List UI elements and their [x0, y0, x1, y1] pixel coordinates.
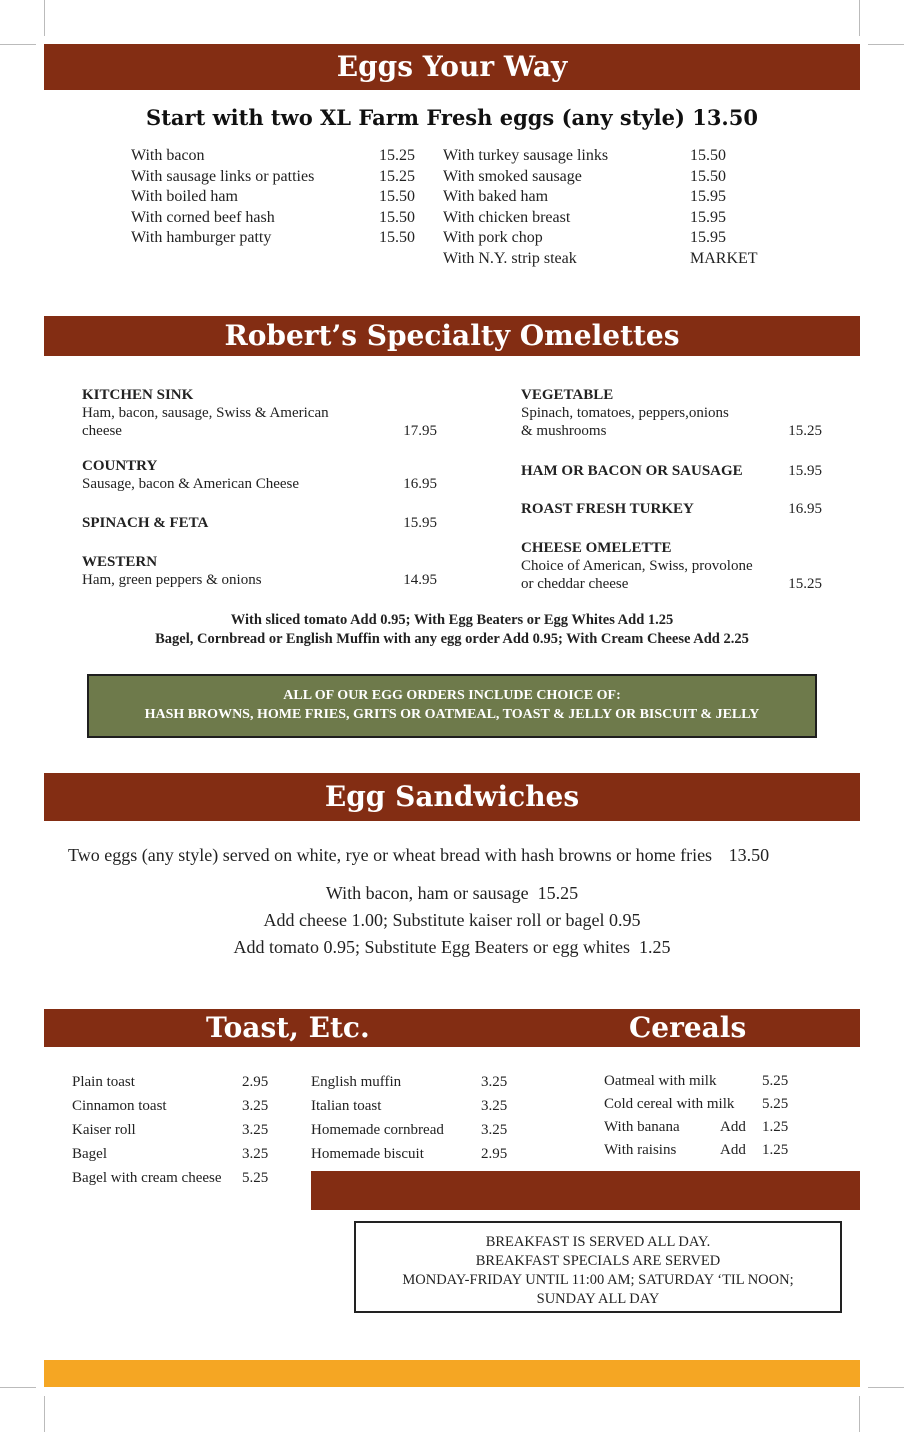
crop-mark: [0, 1387, 36, 1388]
include-box-line: ALL OF OUR EGG ORDERS INCLUDE CHOICE OF:: [283, 688, 621, 703]
egg-sandwich-main: [68, 843, 868, 867]
cereal-list: [604, 1070, 804, 1162]
menu-item-name: With corned beef hash: [131, 208, 275, 226]
menu-item-name: With raisins: [604, 1142, 677, 1158]
crop-mark: [44, 0, 45, 36]
menu-item: [443, 228, 773, 249]
breakfast-notice-box: [354, 1221, 842, 1313]
egg-sandwich-price: 13.50: [728, 845, 770, 865]
menu-item-name: Cold cereal with milk: [604, 1096, 735, 1112]
menu-item-price: 15.25: [379, 147, 415, 164]
omelette-desc: & mushrooms: [521, 423, 607, 439]
egg-sandwich-option: Add cheese 1.00; Substitute kaiser roll or bagel 0.95: [263, 910, 641, 930]
egg-sandwich-desc: Two eggs (any style) served on white, rye or wheat bread with hash browns or home fries: [68, 845, 713, 865]
menu-item-price: MARKET: [690, 249, 758, 267]
omelette-item: [521, 500, 822, 518]
menu-item-price: 15.95: [690, 229, 726, 247]
menu-item-price: 2.95: [242, 1074, 269, 1090]
menu-item: [443, 146, 773, 167]
menu-item-price: 15.95: [690, 208, 726, 226]
notice-line: BREAKFAST SPECIALS ARE SERVED: [475, 1253, 721, 1269]
menu-item: [131, 146, 421, 167]
brown-bar: [311, 1171, 860, 1210]
menu-item-price: 3.25: [242, 1122, 269, 1138]
omelette-name: KITCHEN SINK: [82, 387, 194, 403]
omelette-price: 15.25: [788, 576, 822, 592]
menu-item-add: [720, 1093, 762, 1116]
menu-item-price: 2.95: [481, 1146, 508, 1162]
menu-item-name: With chicken breast: [443, 208, 571, 226]
omelette-desc: Sausage, bacon & American Cheese: [82, 476, 300, 492]
eggs-right-list: [443, 146, 773, 270]
toast-list-2: [311, 1070, 521, 1166]
menu-item-name: Bagel with cream cheese: [72, 1170, 222, 1186]
menu-item-name: Oatmeal with milk: [604, 1073, 717, 1089]
menu-item-name: With pork chop: [443, 229, 543, 247]
egg-sandwiches-title: Egg Sandwiches: [324, 780, 580, 813]
menu-item-name: With hamburger patty: [131, 229, 272, 247]
menu-item: [72, 1166, 282, 1190]
menu-item-name: English muffin: [311, 1074, 402, 1090]
menu-item-price: 3.25: [481, 1122, 508, 1138]
omelette-name: VEGETABLE: [521, 387, 614, 403]
omelette-price: 16.95: [403, 476, 437, 492]
menu-item-name: Plain toast: [72, 1074, 135, 1090]
notice-line: BREAKFAST IS SERVED ALL DAY.: [485, 1234, 711, 1250]
omelette-item: [521, 539, 822, 593]
omelette-name: WESTERN: [82, 554, 158, 570]
menu-item-price: 5.25: [762, 1073, 789, 1089]
menu-item-name: Cinnamon toast: [72, 1098, 167, 1114]
menu-item: [604, 1116, 804, 1139]
menu-item-price: 15.50: [379, 208, 415, 226]
menu-item-price: 3.25: [242, 1098, 269, 1114]
omelette-item: [82, 553, 437, 589]
menu-item: [131, 208, 421, 229]
menu-item: [604, 1093, 804, 1116]
menu-item-name: Kaiser roll: [72, 1122, 136, 1138]
menu-item: [604, 1139, 804, 1162]
menu-item: [443, 249, 773, 270]
menu-item: [72, 1094, 282, 1118]
egg-orders-include-box: [87, 674, 817, 738]
crop-mark: [859, 1396, 860, 1432]
omelette-desc: cheese: [82, 423, 122, 439]
menu-item-price: 3.25: [242, 1146, 269, 1162]
omelette-name: ROAST FRESH TURKEY: [521, 501, 694, 517]
menu-item-name: With banana: [604, 1119, 680, 1135]
cereals-title: Cereals: [629, 1011, 747, 1044]
menu-item: [311, 1142, 521, 1166]
omelette-name: COUNTRY: [82, 458, 158, 474]
crop-mark: [859, 0, 860, 36]
toast-title: Toast, Etc.: [206, 1011, 370, 1044]
toast-cereals-header: [44, 1009, 860, 1047]
crop-mark: [0, 44, 36, 45]
menu-item-price: 15.50: [690, 147, 726, 164]
menu-item: [311, 1070, 521, 1094]
omelettes-title: Robert’s Specialty Omelettes: [224, 319, 680, 352]
menu-item-price: 3.25: [481, 1098, 508, 1114]
menu-item-name: Italian toast: [311, 1098, 382, 1114]
omelette-item: [82, 386, 437, 440]
omelette-item: [521, 462, 822, 480]
omelette-note: Bagel, Cornbread or English Muffin with any egg order Add 0.95; With Cream Cheese Add 2.25: [155, 631, 749, 647]
omelette-name: SPINACH & FETA: [82, 515, 209, 531]
menu-item-add: Add: [720, 1142, 746, 1158]
menu-item-price: 15.50: [379, 229, 415, 247]
eggs-your-way-header: [44, 44, 860, 90]
eggs-left-list: [131, 146, 421, 249]
omelettes-header: [44, 316, 860, 356]
menu-item-price: 15.50: [379, 188, 415, 206]
menu-item: [443, 167, 773, 188]
menu-item-add: [720, 1070, 762, 1093]
omelette-desc: Spinach, tomatoes, peppers,onions: [521, 405, 729, 421]
omelette-item: [82, 457, 437, 493]
omelette-price: 17.95: [403, 423, 437, 439]
menu-item: [311, 1094, 521, 1118]
menu-item-name: With baked ham: [443, 188, 549, 206]
omelette-name: CHEESE OMELETTE: [521, 540, 672, 556]
menu-item: [311, 1118, 521, 1142]
menu-item: [131, 187, 421, 208]
omelette-desc: Choice of American, Swiss, provolone: [521, 558, 753, 574]
menu-item: [72, 1118, 282, 1142]
menu-item: [443, 187, 773, 208]
menu-item-price: 1.25: [762, 1142, 789, 1158]
omelette-desc: or cheddar cheese: [521, 576, 629, 592]
omelette-desc: Ham, green peppers & onions: [82, 572, 262, 588]
omelette-item: [521, 386, 822, 440]
omelette-name: HAM OR BACON OR SAUSAGE: [521, 463, 743, 479]
include-box-line: HASH BROWNS, HOME FRIES, GRITS OR OATMEAL, TOAST & JELLY OR BISCUIT & JELLY: [144, 707, 760, 722]
menu-item-name: With bacon: [131, 147, 205, 164]
omelette-price: 16.95: [788, 501, 822, 517]
notice-line: MONDAY-FRIDAY UNTIL 11:00 AM; SATURDAY ‘TIL NOON;: [402, 1272, 794, 1288]
crop-mark: [868, 44, 904, 45]
omelette-item: [82, 514, 437, 532]
menu-item-add: Add: [720, 1119, 746, 1135]
menu-item-price: 5.25: [242, 1170, 269, 1186]
menu-item-name: With smoked sausage: [443, 167, 582, 185]
omelette-desc: Ham, bacon, sausage, Swiss & American: [82, 405, 329, 421]
menu-item-price: 15.25: [379, 167, 415, 185]
toast-list-1: [72, 1070, 282, 1190]
menu-item-name: With boiled ham: [131, 188, 238, 206]
notice-line: SUNDAY ALL DAY: [536, 1291, 660, 1307]
menu-item-price: 15.50: [690, 167, 726, 185]
omelette-note: With sliced tomato Add 0.95; With Egg Beaters or Egg Whites Add 1.25: [230, 612, 674, 628]
eggs-your-way-title: Eggs Your Way: [336, 50, 568, 83]
egg-sandwich-option: With bacon, ham or sausage 15.25: [325, 883, 579, 903]
menu-item-price: 5.25: [762, 1096, 789, 1112]
menu-item-name: Bagel: [72, 1146, 107, 1162]
menu-item-name: Homemade biscuit: [311, 1146, 424, 1162]
menu-item: [72, 1070, 282, 1094]
menu-item-name: With sausage links or patties: [131, 167, 315, 185]
menu-item: [131, 167, 421, 188]
omelette-price: 15.95: [788, 463, 822, 479]
menu-item: [604, 1070, 804, 1093]
menu-item-name: With turkey sausage links: [443, 147, 609, 164]
eggs-subtitle: Start with two XL Farm Fresh eggs (any style) 13.50: [146, 105, 758, 130]
menu-item-name: Homemade cornbread: [311, 1122, 444, 1138]
menu-item-price: 3.25: [481, 1074, 508, 1090]
footer-bar: [44, 1360, 860, 1387]
menu-item: [72, 1142, 282, 1166]
omelette-price: 15.25: [788, 423, 822, 439]
egg-sandwiches-header: [44, 773, 860, 821]
omelette-price: 15.95: [403, 515, 437, 531]
crop-mark: [44, 1396, 45, 1432]
crop-mark: [868, 1387, 904, 1388]
menu-item: [131, 228, 421, 249]
menu-item-price: 15.95: [690, 188, 726, 206]
menu-item-name: With N.Y. strip steak: [443, 249, 577, 267]
omelette-price: 14.95: [403, 572, 437, 588]
menu-item: [443, 208, 773, 229]
menu-item-price: 1.25: [762, 1119, 789, 1135]
egg-sandwich-option: Add tomato 0.95; Substitute Egg Beaters or egg whites 1.25: [233, 937, 671, 957]
